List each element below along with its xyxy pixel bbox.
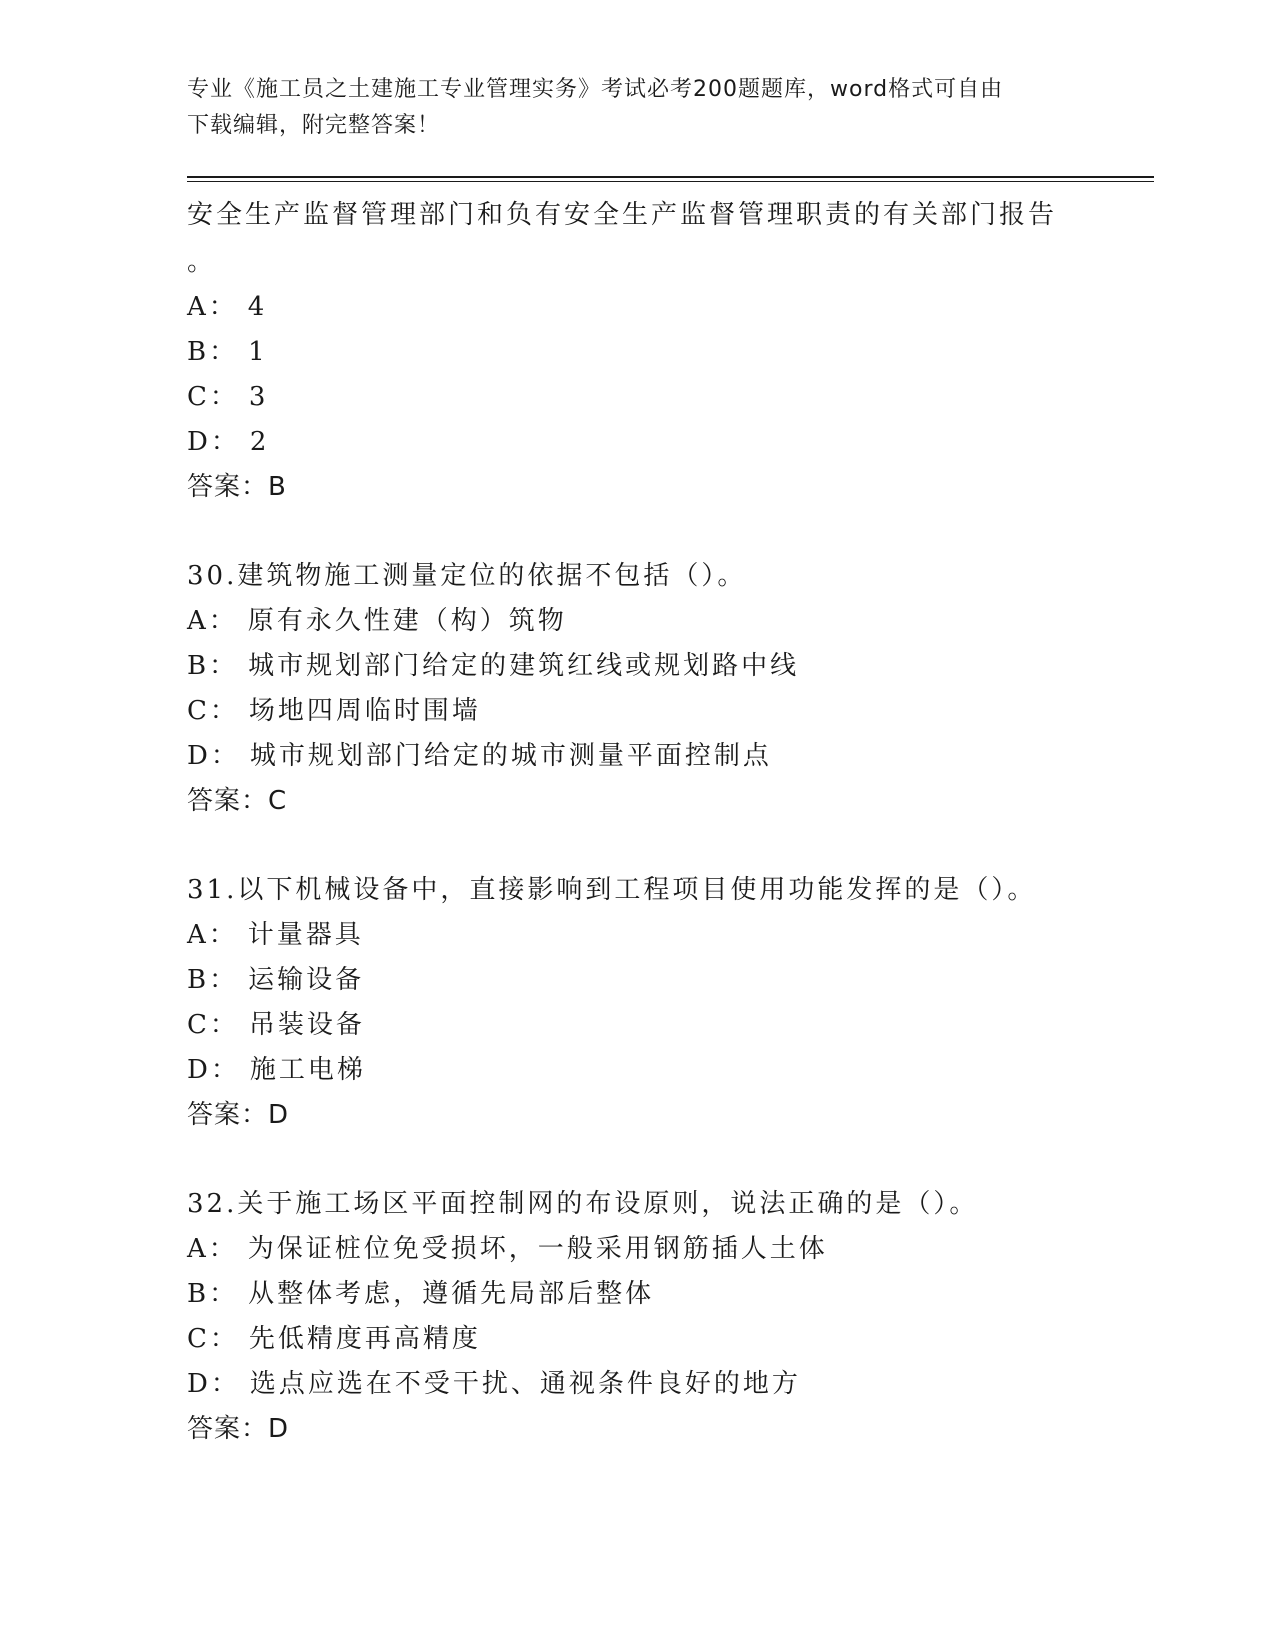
option-text: 计量器具	[247, 920, 364, 950]
option-text: 原有永久性建（构）筑物	[247, 606, 567, 636]
option-c	[187, 1317, 1147, 1362]
option-text: 施工电梯	[249, 1055, 366, 1085]
option-letter: C：	[187, 1324, 239, 1354]
option-a	[187, 285, 1147, 330]
option-a	[187, 913, 1147, 958]
option-b	[187, 330, 1147, 375]
option-letter: D：	[187, 1369, 240, 1399]
option-text: 场地四周临时围墙	[248, 696, 481, 726]
option-b	[187, 958, 1147, 1003]
option-text: 为保证桩位免受损坏，一般采用钢筋插人土体	[247, 1234, 828, 1264]
option-text: 1	[248, 337, 268, 367]
question-stem-continued: 安全生产监督管理部门和负有安全生产监督管理职责的有关部门报告	[187, 200, 1058, 230]
answer-line: 答案：B	[187, 472, 287, 502]
option-letter: B：	[187, 337, 239, 367]
option-letter: A：	[187, 1234, 238, 1264]
option-letter: B：	[187, 651, 239, 681]
answer-line: 答案：C	[187, 786, 288, 816]
option-letter: D：	[187, 427, 240, 457]
option-text: 运输设备	[248, 965, 365, 995]
option-letter: D：	[187, 1055, 240, 1085]
question-stem: 30.建筑物施工测量定位的依据不包括（）。	[187, 561, 747, 591]
question-stem-end: 。	[187, 247, 217, 277]
answer-line: 答案：D	[187, 1414, 290, 1444]
answer-line: 答案：D	[187, 1100, 290, 1130]
question-32	[187, 1182, 1147, 1452]
question-stem: 32.关于施工场区平面控制网的布设原则，说法正确的是（）。	[187, 1189, 979, 1219]
option-letter: D：	[187, 741, 240, 771]
option-c	[187, 689, 1147, 734]
option-text: 4	[247, 292, 268, 322]
option-letter: C：	[187, 382, 239, 412]
header-divider-thin	[187, 181, 1154, 182]
option-text: 2	[249, 427, 270, 457]
header-line-1: 专业《施工员之土建施工专业管理实务》考试必考200题题库，word格式可自由	[187, 77, 1004, 102]
question-continuation	[187, 190, 1147, 510]
header-divider-thick	[187, 176, 1154, 178]
option-b	[187, 644, 1147, 689]
question-31	[187, 868, 1147, 1138]
option-text: 选点应选在不受干扰、通视条件良好的地方	[249, 1369, 801, 1399]
option-letter: A：	[187, 920, 238, 950]
option-d	[187, 420, 1147, 465]
option-c	[187, 375, 1147, 420]
option-text: 城市规划部门给定的城市测量平面控制点	[249, 741, 772, 771]
option-c	[187, 1003, 1147, 1048]
option-text: 从整体考虑，遵循先局部后整体	[248, 1279, 655, 1309]
option-text: 城市规划部门给定的建筑红线或规划路中线	[248, 651, 800, 681]
option-a	[187, 599, 1147, 644]
option-letter: B：	[187, 965, 239, 995]
option-d	[187, 1362, 1147, 1407]
option-letter: C：	[187, 696, 239, 726]
option-text: 先低精度再高精度	[248, 1324, 481, 1354]
option-letter: A：	[187, 606, 238, 636]
option-letter: B：	[187, 1279, 239, 1309]
option-text: 吊装设备	[248, 1010, 365, 1040]
question-list	[187, 190, 1147, 1452]
option-d	[187, 734, 1147, 779]
question-30	[187, 554, 1147, 824]
option-d	[187, 1048, 1147, 1093]
header-line-2: 下载编辑，附完整答案！	[187, 113, 441, 138]
option-b	[187, 1272, 1147, 1317]
document-header	[187, 72, 1087, 144]
option-letter: A：	[187, 292, 238, 322]
option-letter: C：	[187, 1010, 239, 1040]
option-a	[187, 1227, 1147, 1272]
option-text: 3	[248, 382, 269, 412]
question-stem: 31.以下机械设备中，直接影响到工程项目使用功能发挥的是（）。	[187, 875, 1037, 905]
